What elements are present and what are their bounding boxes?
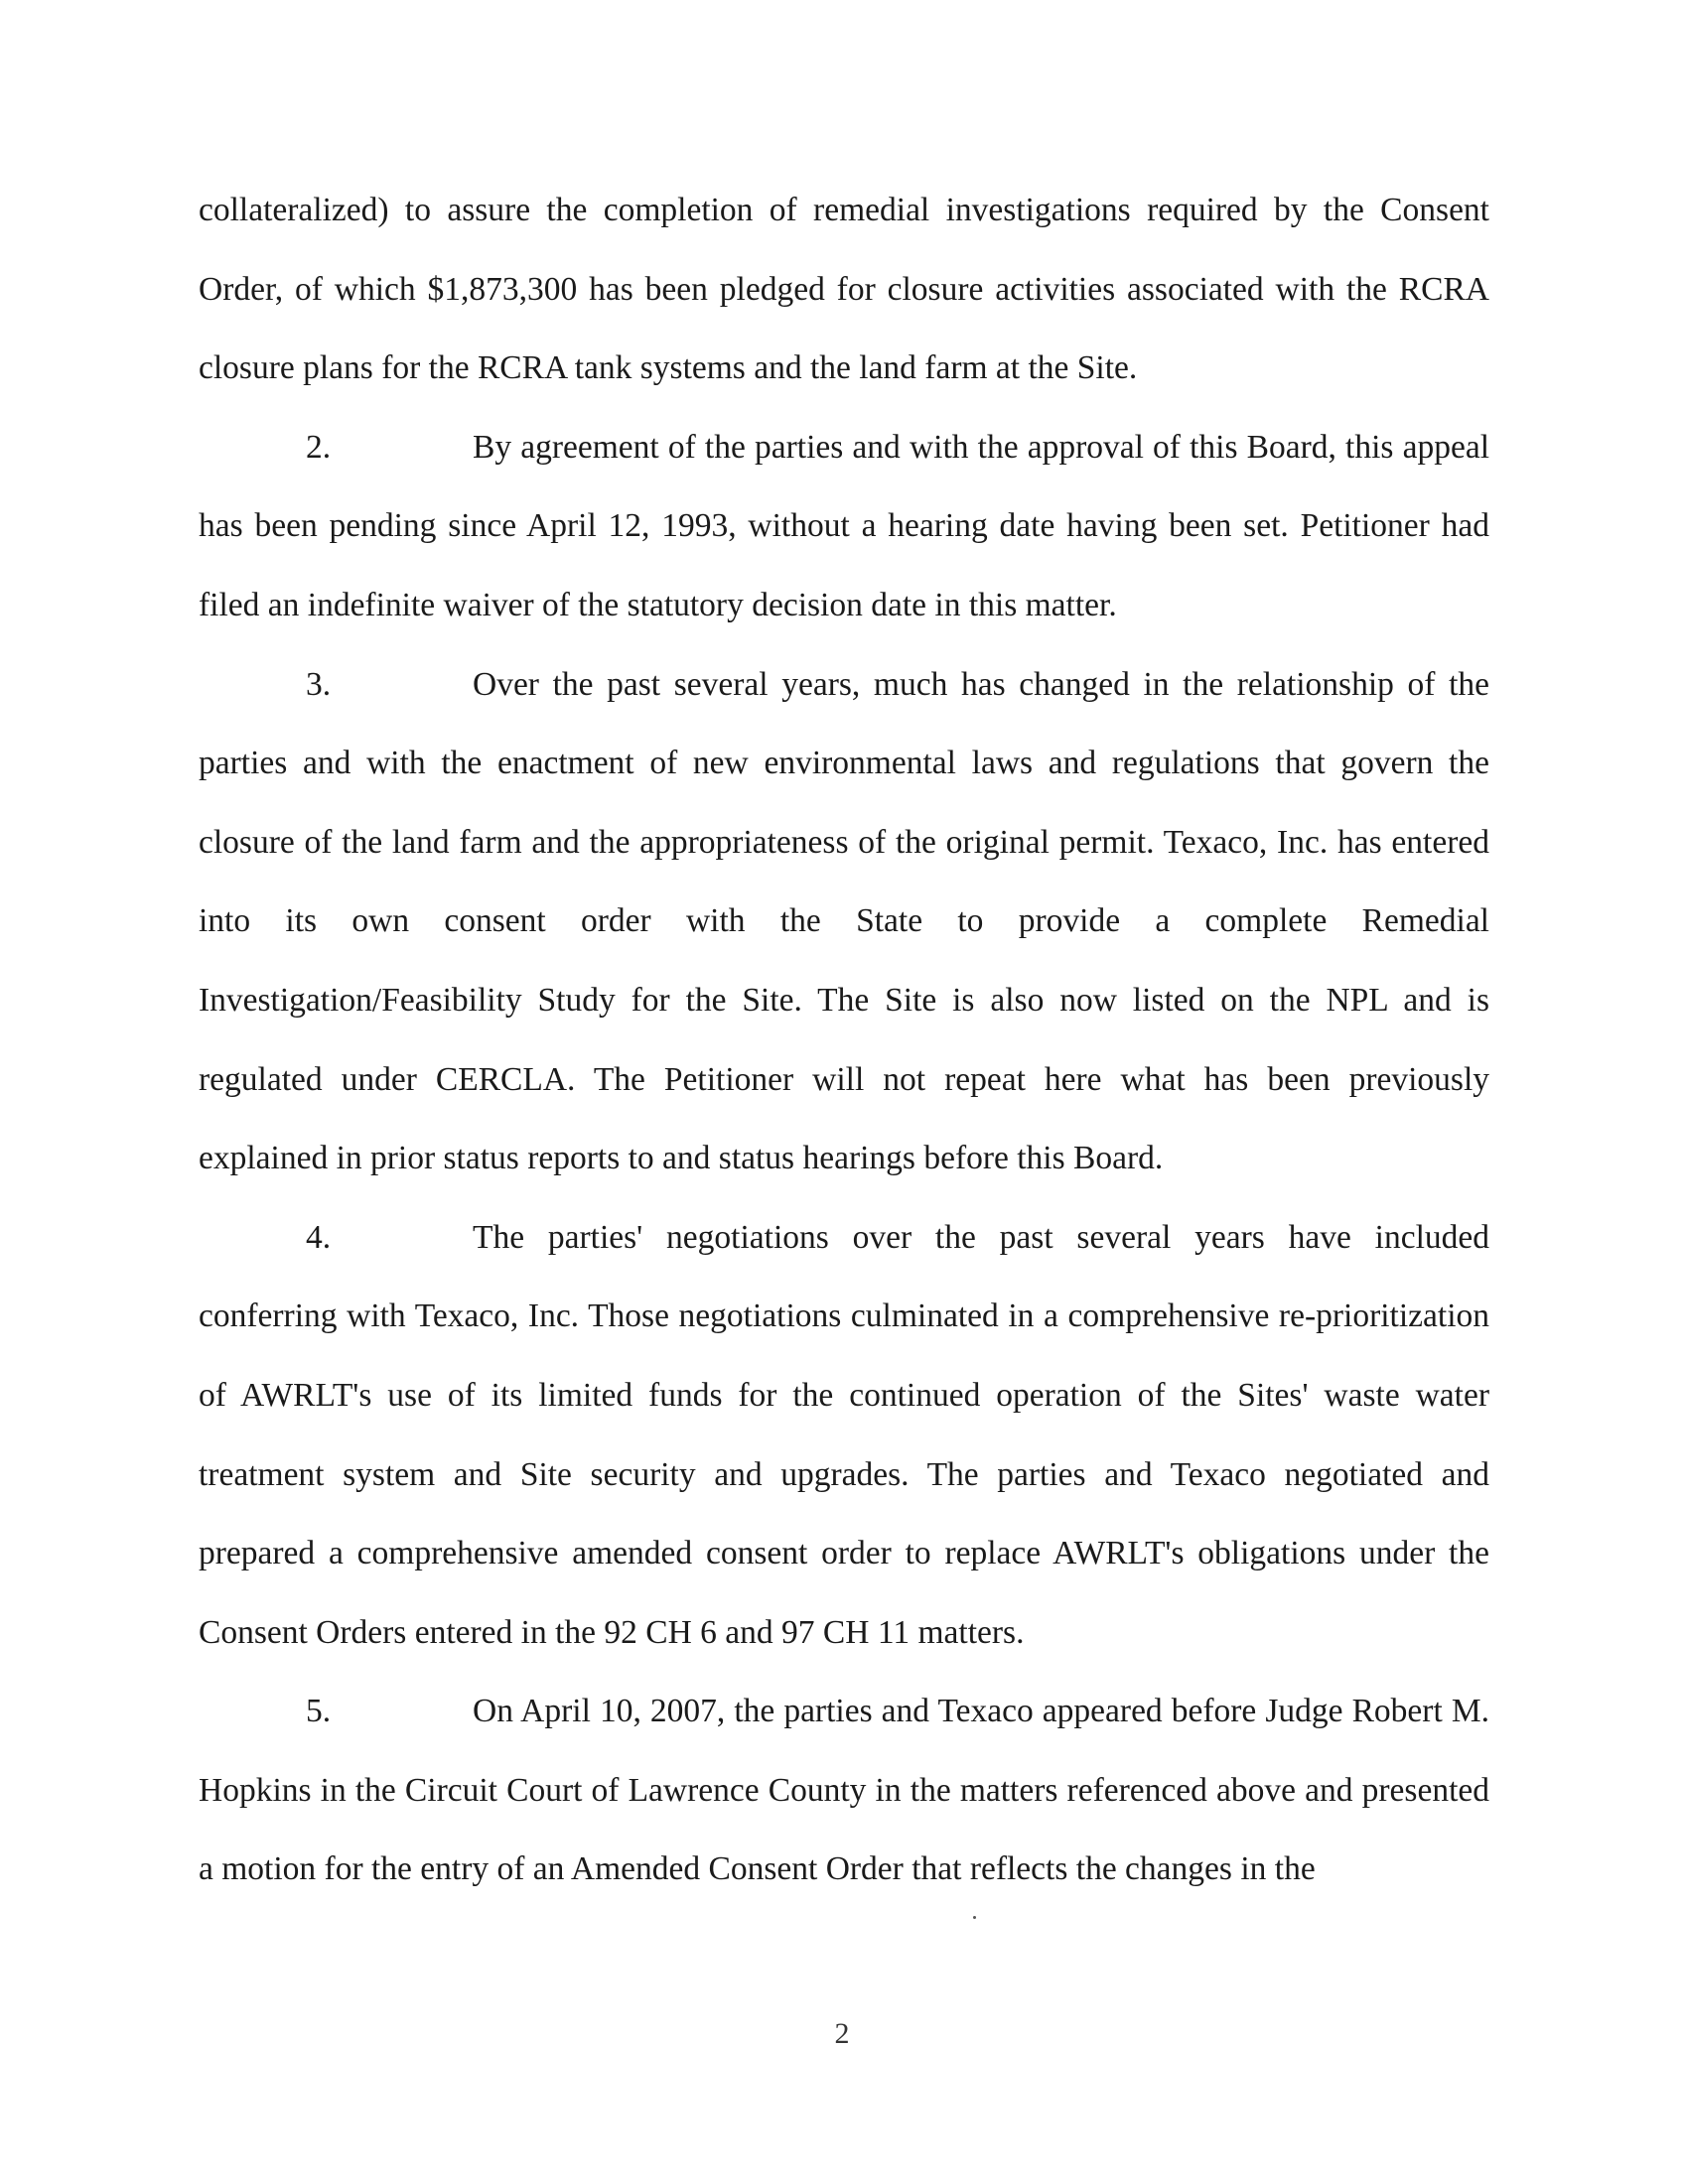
paragraph-number: 3. [306, 665, 332, 703]
continuation-paragraph: collateralized) to assure the completion of remedial investigations required by the Consent Order, of which $1,873,300 has been pledged for closure activities associated with the RCRA closure plans for the RCRA tank systems and the land farm at the Site. [199, 192, 1489, 387]
paragraph-number: 4. [306, 1218, 332, 1256]
paragraph-text: By agreement of the parties and with the approval of this Board, this appeal has been pending since April 12, 1993, without a hearing date having been set. Petitioner had filed an indefinite waiver of the statutory decision date in this matter. [199, 428, 1489, 623]
paragraph-3 [199, 645, 1489, 1198]
paragraph-5 [199, 1672, 1489, 1909]
paragraph-4 [199, 1198, 1489, 1673]
page-number: 2 [834, 2017, 850, 2050]
paragraph-text: The parties' negotiations over the past several years have included conferring with Texaco, Inc. Those negotiations culminated in a comprehensive re-prioritization of AWRLT's use of its limited funds for the continued operation of the Sites' waste water treatment system and Site security and upgrades. The parties and Texaco negotiated and prepared a comprehensive amended consent order to replace AWRLT's obligations under the Consent Orders entered in the 92 CH 6 and 97 CH 11 matters. [199, 1218, 1489, 1651]
paragraph-number: 2. [306, 428, 332, 466]
document-body [199, 171, 1489, 1909]
paragraph-text: Over the past several years, much has changed in the relationship of the parties and with the enactment of new environmental laws and regulations that govern the closure of the land farm and the appropriateness of the original permit. Texaco, Inc. has entered into its own consent order with the State to provide a complete Remedial Investigation/Feasibility Study for the Site. The Site is also now listed on the NPL and is regulated under CERCLA. The Petitioner will not repeat here what has been previously explained in prior status reports to and status hearings before this Board. [199, 665, 1489, 1177]
paragraph-2 [199, 408, 1489, 645]
paragraph-text: On April 10, 2007, the parties and Texaco appeared before Judge Robert M. Hopkins in the Circuit Court of Lawrence County in the matters referenced above and presented a motion for the entry of an Amended Consent Order that reflects the changes in the [199, 1693, 1489, 1888]
paragraph-number: 5. [306, 1693, 332, 1730]
scan-speck [973, 1916, 976, 1919]
